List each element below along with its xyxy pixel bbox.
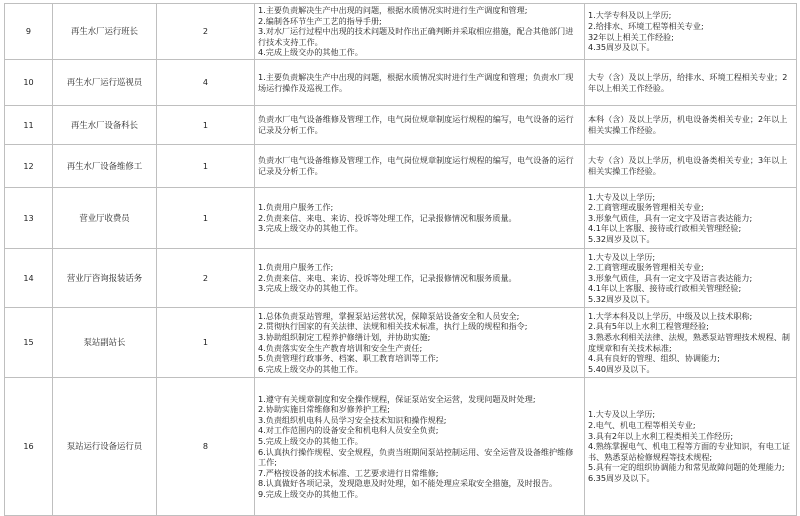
requirement-line: 1.大专及以上学历; <box>588 191 656 202</box>
duty-line: 3.完成上级交办的其他工作。 <box>258 283 363 294</box>
position-name: 再生水厂运行巡视员 <box>53 60 157 106</box>
table-row <box>5 249 797 308</box>
duty-line: 4.负责落实安全生产教育培训和安全生产责任; <box>258 342 423 353</box>
duty-line: 2.贯彻执行国家的有关法律、法规和相关技术标准，执行上级的规程和指令; <box>258 321 528 332</box>
requirements-cell <box>585 249 797 308</box>
requirement-line: 6.35周岁及以下。 <box>588 472 655 483</box>
headcount: 1 <box>157 308 255 378</box>
requirement-line: 3.具有2年以上水利工程类相关工作经历; <box>588 430 734 441</box>
position-name: 再生水厂设备维修工 <box>53 145 157 188</box>
duty-line: 负责水厂电气设备维修及管理工作，电气岗位规章制度运行规程的编写，电气设备的运行记录及分析工作。 <box>258 114 574 135</box>
requirement-line: 5.40周岁及以下。 <box>588 363 655 374</box>
table-row <box>5 378 797 516</box>
duty-line: 7.严格按设备的技术标准、工艺要求进行日常维修; <box>258 467 439 478</box>
position-name: 营业厅收费员 <box>53 188 157 249</box>
requirement-line: 1.大专及以上学历; <box>588 409 656 420</box>
duty-line: 2.协助实施日常维修和岁修养护工程; <box>258 404 390 415</box>
requirements-cell <box>585 4 797 60</box>
duty-line: 1.遵守有关规章制度和安全操作规程，保证泵站安全运营，发现问题及时处理; <box>258 393 536 404</box>
table-row <box>5 145 797 188</box>
requirement-line: 3.熟悉水利相关法律、法规，熟悉泵站管理技术规程、制度规章和有关技术标准; <box>588 331 790 353</box>
requirement-line: 大专（含）及以上学历，机电设备类相关专业；3年以上相关实操工作经验。 <box>588 155 788 176</box>
headcount: 8 <box>157 378 255 516</box>
requirements-cell <box>585 106 797 145</box>
requirement-line: 2.电气、机电工程等相关专业; <box>588 420 696 431</box>
table-row <box>5 4 797 60</box>
requirement-line: 3.形象气质佳，具有一定文字及语言表达能力; <box>588 272 753 283</box>
requirement-line: 4.熟练掌握电气、机电工程等方面的专业知识，有电工证书、熟悉泵站检修规程等技术规程; <box>588 441 790 462</box>
duty-line: 3.协助组织制定工程养护修缮计划，并协助实施; <box>258 331 431 342</box>
table-row <box>5 60 797 106</box>
duties-cell <box>255 145 585 188</box>
duty-line: 3.负责组织机电科人员学习安全技术知识和操作规程; <box>258 414 447 425</box>
duty-line: 8.认真做好各项记录，发现隐患及时处理，如不能处理应采取安全措施，及时报告。 <box>258 478 558 489</box>
duty-line: 1.负责用户服务工作; <box>258 262 334 273</box>
requirement-line: 本科（含）及以上学历，机电设备类相关专业；2年以上相关实操工作经验。 <box>588 114 788 135</box>
row-index: 9 <box>5 4 53 60</box>
duties-cell <box>255 106 585 145</box>
row-index: 14 <box>5 249 53 308</box>
duty-line: 1.负责用户服务工作; <box>258 202 334 213</box>
duty-line: 3.完成上级交办的其他工作。 <box>258 223 363 234</box>
requirements-cell <box>585 188 797 249</box>
duties-cell <box>255 308 585 378</box>
headcount: 2 <box>157 4 255 60</box>
requirement-line: 5.32周岁及以下。 <box>588 233 655 244</box>
job-table-body <box>5 4 797 516</box>
requirement-line: 32年以上相关工作经验; <box>588 31 674 42</box>
duty-line: 3.对水厂运行过程中出现的技术问题及时作出正确判断并采取相应措施，配合其他部门进行技术支持工作。 <box>258 26 574 47</box>
table-row <box>5 188 797 249</box>
duty-line: 1.主要负责解决生产中出现的问题，根据水质情况实时进行生产调度和管理；负责水厂现场运行操作及巡视工作。 <box>258 71 574 93</box>
requirement-line: 4.35周岁及以下。 <box>588 42 655 53</box>
duty-line: 2.编制各环节生产工艺的指导手册; <box>258 15 382 26</box>
requirement-line: 4.1年以上客服、接待或行政相关管理经验; <box>588 223 742 234</box>
duty-line: 6.完成上级交办的其他工作。 <box>258 363 363 374</box>
duty-line: 5.完成上级交办的其他工作。 <box>258 435 363 446</box>
headcount: 1 <box>157 106 255 145</box>
duty-line: 2.负责来信、来电、来访、投诉等处理工作，记录报修情况和服务质量。 <box>258 212 517 223</box>
duty-line: 1.总体负责泵站管理，掌握泵站运营状况，保障泵站设备安全和人员安全; <box>258 310 520 321</box>
requirement-line: 大专（含）及以上学历，给排水、环境工程相关专业；2年以上相关工作经验。 <box>588 71 788 93</box>
row-index: 13 <box>5 188 53 249</box>
position-name: 再生水厂设备科长 <box>53 106 157 145</box>
headcount: 1 <box>157 188 255 249</box>
position-name: 再生水厂运行班长 <box>53 4 157 60</box>
requirement-line: 1.大学专科及以上学历; <box>588 10 672 21</box>
requirement-line: 1.大学本科及以上学历，中级及以上技术职称; <box>588 310 753 321</box>
duties-cell <box>255 4 585 60</box>
duties-cell <box>255 188 585 249</box>
headcount: 4 <box>157 60 255 106</box>
requirements-cell <box>585 145 797 188</box>
duty-line: 1.主要负责解决生产中出现的问题，根据水质情况实时进行生产调度和管理; <box>258 5 528 16</box>
row-index: 15 <box>5 308 53 378</box>
requirement-line: 1.大专及以上学历; <box>588 251 656 262</box>
duty-line: 负责水厂电气设备维修及管理工作，电气岗位规章制度运行规程的编写，电气设备的运行记录及分析工作。 <box>258 155 574 176</box>
duties-cell <box>255 378 585 516</box>
requirements-cell <box>585 308 797 378</box>
table-row <box>5 106 797 145</box>
duty-line: 2.负责来信、来电、来访、投诉等处理工作，记录报修情况和服务质量。 <box>258 272 517 283</box>
table-row <box>5 308 797 378</box>
position-name: 泵站运行设备运行员 <box>53 378 157 516</box>
requirement-line: 2.工商管理或服务管理相关专业; <box>588 262 704 273</box>
row-index: 16 <box>5 378 53 516</box>
job-table <box>4 3 797 516</box>
duty-line: 6.认真执行操作规程、安全规程，负责当班期间泵站控制运用、安全运营及设备维护维修工作; <box>258 446 574 468</box>
duties-cell <box>255 249 585 308</box>
requirement-line: 2.具有5年以上水利工程管理经验; <box>588 321 709 332</box>
row-index: 12 <box>5 145 53 188</box>
duty-line: 5.负责管理行政事务、档案、职工教育培训等工作; <box>258 353 439 364</box>
headcount: 1 <box>157 145 255 188</box>
requirement-line: 3.形象气质佳，具有一定文字及语言表达能力; <box>588 212 753 223</box>
duty-line: 9.完成上级交办的其他工作。 <box>258 488 363 499</box>
position-name: 营业厅咨询报装话务 <box>53 249 157 308</box>
position-name: 泵站副站长 <box>53 308 157 378</box>
requirements-cell <box>585 60 797 106</box>
requirements-cell <box>585 378 797 516</box>
requirement-line: 2.给排水、环境工程等相关专业; <box>588 20 704 31</box>
duty-line: 4.对工作范围内的设备安全和机电科人员安全负责; <box>258 425 439 436</box>
headcount: 2 <box>157 249 255 308</box>
requirement-line: 5.具有一定的组织协调能力和常见故障问题的处理能力; <box>588 462 785 473</box>
row-index: 11 <box>5 106 53 145</box>
requirement-line: 2.工商管理或服务管理相关专业; <box>588 202 704 213</box>
duty-line: 4.完成上级交办的其他工作。 <box>258 47 363 58</box>
requirement-line: 5.32周岁及以下。 <box>588 293 655 304</box>
row-index: 10 <box>5 60 53 106</box>
requirement-line: 4.具有良好的管理、组织、协调能力; <box>588 353 720 364</box>
duties-cell <box>255 60 585 106</box>
requirement-line: 4.1年以上客服、接待或行政相关管理经验; <box>588 283 742 294</box>
